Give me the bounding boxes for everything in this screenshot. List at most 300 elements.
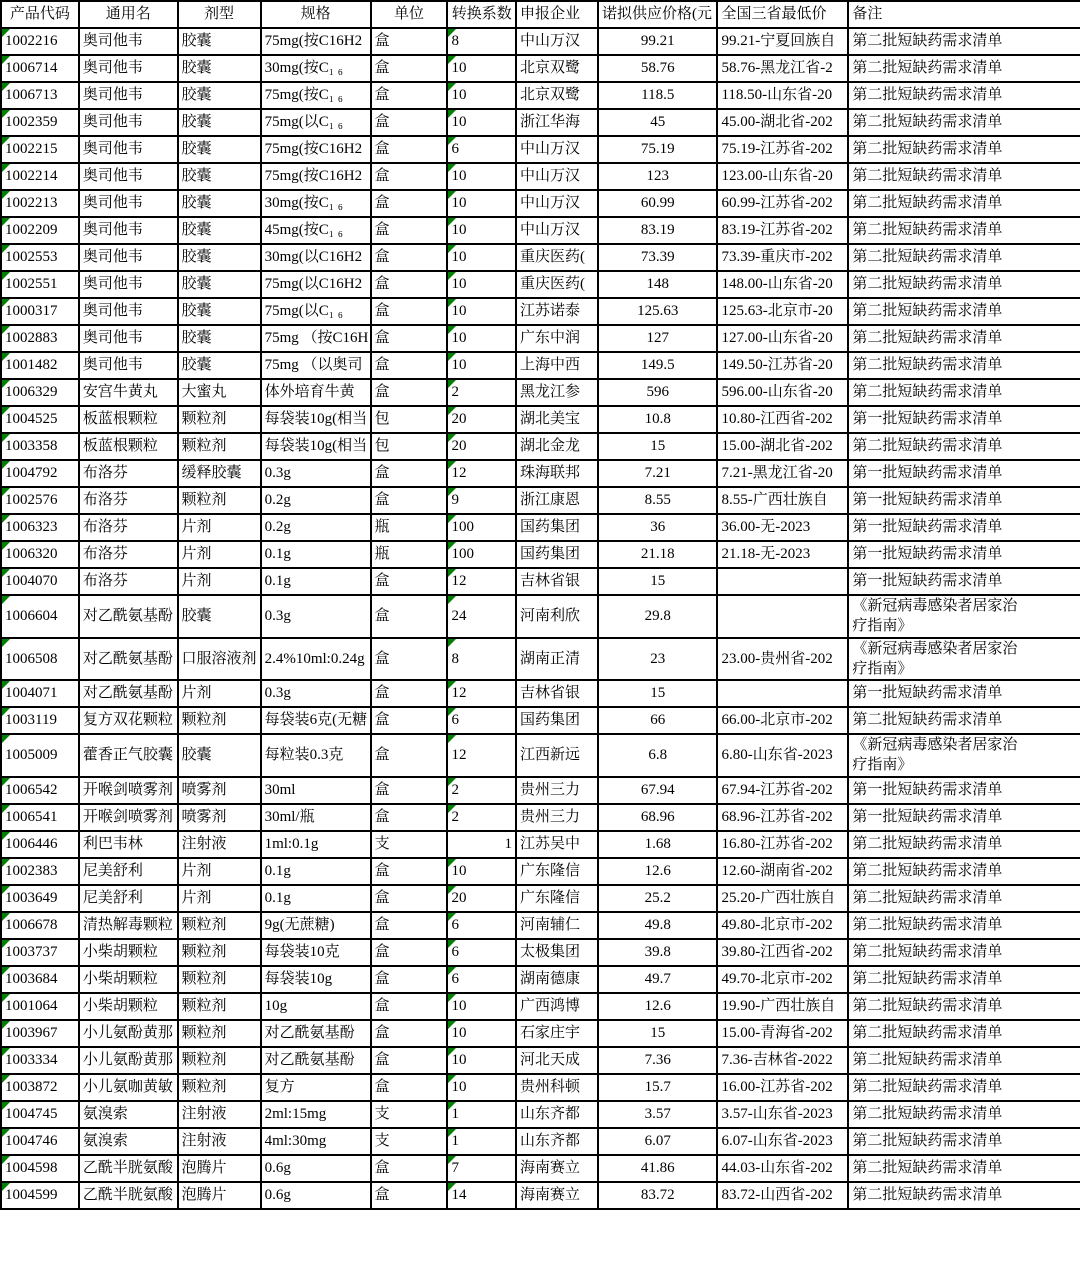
cell-note[interactable]: 第二批短缺药需求清单 xyxy=(848,352,1080,379)
cell-unit[interactable]: 包 xyxy=(371,433,448,460)
cell-code[interactable]: 1006678 xyxy=(1,912,79,939)
cell-form[interactable]: 胶囊 xyxy=(178,163,261,190)
cell-form[interactable]: 大蜜丸 xyxy=(178,379,261,406)
cell-price[interactable]: 45 xyxy=(598,109,717,136)
cell-note[interactable]: 第二批短缺药需求清单 xyxy=(848,244,1080,271)
cell-unit[interactable]: 盒 xyxy=(371,912,448,939)
cell-spec[interactable]: 75mg(按C16H2 xyxy=(261,163,371,190)
cell-code[interactable]: 1001064 xyxy=(1,993,79,1020)
cell-company[interactable]: 国药集团 xyxy=(516,514,598,541)
cell-name[interactable]: 小儿氨酚黄那 xyxy=(79,1020,178,1047)
cell-low[interactable]: 19.90-广西壮族自 xyxy=(717,993,848,1020)
cell-price[interactable]: 25.2 xyxy=(598,885,717,912)
cell-price[interactable]: 68.96 xyxy=(598,804,717,831)
cell-price[interactable]: 39.8 xyxy=(598,939,717,966)
cell-note[interactable]: 第二批短缺药需求清单 xyxy=(848,55,1080,82)
cell-code[interactable]: 1002576 xyxy=(1,487,79,514)
cell-code[interactable]: 1004070 xyxy=(1,568,79,595)
cell-low[interactable]: 60.99-江苏省-202 xyxy=(717,190,848,217)
cell-note[interactable]: 第二批短缺药需求清单 xyxy=(848,912,1080,939)
cell-price[interactable]: 15 xyxy=(598,568,717,595)
col-header-dosage-form[interactable]: 剂型 xyxy=(178,1,261,28)
cell-company[interactable]: 重庆医药( xyxy=(516,271,598,298)
cell-name[interactable]: 对乙酰氨基酚 xyxy=(79,638,178,681)
cell-name[interactable]: 板蓝根颗粒 xyxy=(79,433,178,460)
cell-form[interactable]: 胶囊 xyxy=(178,109,261,136)
cell-low[interactable]: 44.03-山东省-202 xyxy=(717,1155,848,1182)
cell-low[interactable]: 12.60-湖南省-202 xyxy=(717,858,848,885)
cell-unit[interactable]: 盒 xyxy=(371,352,448,379)
cell-form[interactable]: 喷雾剂 xyxy=(178,804,261,831)
cell-company[interactable]: 黑龙江参 xyxy=(516,379,598,406)
cell-note[interactable]: 第二批短缺药需求清单 xyxy=(848,325,1080,352)
cell-unit[interactable]: 支 xyxy=(371,1128,448,1155)
col-header-lowest-price[interactable]: 全国三省最低价 xyxy=(717,1,848,28)
cell-note[interactable]: 第一批短缺药需求清单 xyxy=(848,406,1080,433)
cell-company[interactable]: 广东中润 xyxy=(516,325,598,352)
cell-spec[interactable]: 复方 xyxy=(261,1074,371,1101)
cell-code[interactable]: 1006713 xyxy=(1,82,79,109)
cell-price[interactable]: 41.86 xyxy=(598,1155,717,1182)
cell-name[interactable]: 对乙酰氨基酚 xyxy=(79,680,178,707)
cell-low[interactable]: 99.21-宁夏回族自 xyxy=(717,28,848,55)
cell-note[interactable]: 第二批短缺药需求清单 xyxy=(848,1155,1080,1182)
cell-factor[interactable]: 10 xyxy=(447,298,516,325)
cell-unit[interactable]: 盒 xyxy=(371,1020,448,1047)
cell-code[interactable]: 1002214 xyxy=(1,163,79,190)
cell-low[interactable]: 127.00-山东省-20 xyxy=(717,325,848,352)
cell-price[interactable]: 118.5 xyxy=(598,82,717,109)
cell-factor[interactable]: 12 xyxy=(447,734,516,777)
cell-factor[interactable]: 12 xyxy=(447,568,516,595)
cell-company[interactable]: 湖北美宝 xyxy=(516,406,598,433)
cell-unit[interactable]: 盒 xyxy=(371,298,448,325)
cell-code[interactable]: 1004792 xyxy=(1,460,79,487)
cell-name[interactable]: 布洛芬 xyxy=(79,568,178,595)
cell-price[interactable]: 12.6 xyxy=(598,993,717,1020)
cell-price[interactable]: 148 xyxy=(598,271,717,298)
cell-form[interactable]: 胶囊 xyxy=(178,82,261,109)
cell-company[interactable]: 河北天成 xyxy=(516,1047,598,1074)
cell-note[interactable]: 第二批短缺药需求清单 xyxy=(848,1074,1080,1101)
cell-company[interactable]: 海南赛立 xyxy=(516,1155,598,1182)
cell-code[interactable]: 1004746 xyxy=(1,1128,79,1155)
cell-spec[interactable]: 0.3g xyxy=(261,595,371,638)
cell-low[interactable]: 149.50-江苏省-20 xyxy=(717,352,848,379)
cell-name[interactable]: 开喉剑喷雾剂 xyxy=(79,804,178,831)
cell-spec[interactable]: 75mg(以C16H2 xyxy=(261,271,371,298)
cell-company[interactable]: 广西鸿博 xyxy=(516,993,598,1020)
cell-spec[interactable]: 2ml:15mg xyxy=(261,1101,371,1128)
cell-low[interactable]: 49.70-北京市-202 xyxy=(717,966,848,993)
cell-spec[interactable]: 30ml/瓶 xyxy=(261,804,371,831)
cell-price[interactable]: 66 xyxy=(598,707,717,734)
cell-price[interactable]: 73.39 xyxy=(598,244,717,271)
cell-low[interactable]: 3.57-山东省-2023 xyxy=(717,1101,848,1128)
cell-price[interactable]: 21.18 xyxy=(598,541,717,568)
cell-form[interactable]: 颗粒剂 xyxy=(178,1020,261,1047)
cell-note[interactable]: 第二批短缺药需求清单 xyxy=(848,885,1080,912)
cell-factor[interactable]: 12 xyxy=(447,460,516,487)
cell-form[interactable]: 颗粒剂 xyxy=(178,406,261,433)
cell-company[interactable]: 上海中西 xyxy=(516,352,598,379)
cell-low[interactable] xyxy=(717,595,848,638)
cell-note[interactable]: 第二批短缺药需求清单 xyxy=(848,271,1080,298)
cell-unit[interactable]: 盒 xyxy=(371,163,448,190)
cell-factor[interactable]: 100 xyxy=(447,541,516,568)
cell-unit[interactable]: 盒 xyxy=(371,568,448,595)
cell-factor[interactable]: 8 xyxy=(447,638,516,681)
cell-form[interactable]: 片剂 xyxy=(178,680,261,707)
cell-company[interactable]: 国药集团 xyxy=(516,707,598,734)
cell-unit[interactable]: 盒 xyxy=(371,993,448,1020)
cell-form[interactable]: 胶囊 xyxy=(178,217,261,244)
cell-form[interactable]: 颗粒剂 xyxy=(178,939,261,966)
cell-price[interactable]: 67.94 xyxy=(598,777,717,804)
cell-note[interactable]: 第二批短缺药需求清单 xyxy=(848,379,1080,406)
cell-name[interactable]: 布洛芬 xyxy=(79,514,178,541)
cell-price[interactable]: 83.72 xyxy=(598,1182,717,1209)
cell-low[interactable]: 23.00-贵州省-202 xyxy=(717,638,848,681)
cell-spec[interactable]: 75mg(按C₁ ₆ xyxy=(261,82,371,109)
cell-name[interactable]: 尼美舒利 xyxy=(79,885,178,912)
cell-company[interactable]: 江苏吴中 xyxy=(516,831,598,858)
cell-name[interactable]: 小柴胡颗粒 xyxy=(79,966,178,993)
cell-spec[interactable]: 75mg(按C16H2 xyxy=(261,136,371,163)
cell-unit[interactable]: 盒 xyxy=(371,55,448,82)
cell-code[interactable]: 1003119 xyxy=(1,707,79,734)
cell-code[interactable]: 1003967 xyxy=(1,1020,79,1047)
cell-name[interactable]: 藿香正气胶囊 xyxy=(79,734,178,777)
cell-code[interactable]: 1004745 xyxy=(1,1101,79,1128)
cell-price[interactable]: 8.55 xyxy=(598,487,717,514)
cell-name[interactable]: 奥司他韦 xyxy=(79,325,178,352)
cell-price[interactable]: 3.57 xyxy=(598,1101,717,1128)
cell-note[interactable]: 第二批短缺药需求清单 xyxy=(848,163,1080,190)
cell-price[interactable]: 123 xyxy=(598,163,717,190)
cell-form[interactable]: 颗粒剂 xyxy=(178,1047,261,1074)
cell-company[interactable]: 湖北金龙 xyxy=(516,433,598,460)
cell-code[interactable]: 1000317 xyxy=(1,298,79,325)
cell-name[interactable]: 小儿氨咖黄敏 xyxy=(79,1074,178,1101)
cell-form[interactable]: 颗粒剂 xyxy=(178,1074,261,1101)
cell-factor[interactable]: 20 xyxy=(447,433,516,460)
cell-factor[interactable]: 20 xyxy=(447,885,516,912)
cell-code[interactable]: 1002883 xyxy=(1,325,79,352)
cell-note[interactable]: 第二批短缺药需求清单 xyxy=(848,82,1080,109)
cell-factor[interactable]: 6 xyxy=(447,912,516,939)
cell-name[interactable]: 布洛芬 xyxy=(79,541,178,568)
cell-name[interactable]: 氨溴索 xyxy=(79,1128,178,1155)
cell-factor[interactable]: 10 xyxy=(447,163,516,190)
cell-company[interactable]: 北京双鹭 xyxy=(516,55,598,82)
cell-form[interactable]: 胶囊 xyxy=(178,136,261,163)
cell-form[interactable]: 泡腾片 xyxy=(178,1182,261,1209)
cell-unit[interactable]: 盒 xyxy=(371,1155,448,1182)
cell-company[interactable]: 浙江华海 xyxy=(516,109,598,136)
cell-form[interactable]: 胶囊 xyxy=(178,595,261,638)
cell-factor[interactable]: 2 xyxy=(447,379,516,406)
cell-factor[interactable]: 9 xyxy=(447,487,516,514)
cell-code[interactable]: 1004599 xyxy=(1,1182,79,1209)
cell-unit[interactable]: 盒 xyxy=(371,638,448,681)
cell-company[interactable]: 太极集团 xyxy=(516,939,598,966)
cell-form[interactable]: 胶囊 xyxy=(178,325,261,352)
cell-name[interactable]: 奥司他韦 xyxy=(79,298,178,325)
cell-code[interactable]: 1003334 xyxy=(1,1047,79,1074)
cell-company[interactable]: 中山万汉 xyxy=(516,136,598,163)
cell-name[interactable]: 乙酰半胱氨酸 xyxy=(79,1155,178,1182)
cell-code[interactable]: 1002359 xyxy=(1,109,79,136)
cell-form[interactable]: 胶囊 xyxy=(178,298,261,325)
cell-code[interactable]: 1006329 xyxy=(1,379,79,406)
cell-price[interactable]: 75.19 xyxy=(598,136,717,163)
cell-company[interactable]: 贵州三力 xyxy=(516,804,598,831)
cell-spec[interactable]: 体外培育牛黄 xyxy=(261,379,371,406)
cell-price[interactable]: 15 xyxy=(598,1020,717,1047)
cell-low[interactable]: 15.00-青海省-202 xyxy=(717,1020,848,1047)
cell-company[interactable]: 中山万汉 xyxy=(516,217,598,244)
cell-low[interactable]: 118.50-山东省-20 xyxy=(717,82,848,109)
cell-company[interactable]: 湖南德康 xyxy=(516,966,598,993)
cell-code[interactable]: 1001482 xyxy=(1,352,79,379)
cell-company[interactable]: 贵州三力 xyxy=(516,777,598,804)
cell-form[interactable]: 片剂 xyxy=(178,541,261,568)
cell-company[interactable]: 中山万汉 xyxy=(516,163,598,190)
cell-company[interactable]: 贵州科顿 xyxy=(516,1074,598,1101)
cell-code[interactable]: 1002215 xyxy=(1,136,79,163)
cell-code[interactable]: 1006714 xyxy=(1,55,79,82)
cell-spec[interactable]: 对乙酰氨基酚 xyxy=(261,1020,371,1047)
cell-note[interactable]: 第一批短缺药需求清单 xyxy=(848,541,1080,568)
cell-name[interactable]: 开喉剑喷雾剂 xyxy=(79,777,178,804)
cell-note[interactable]: 第二批短缺药需求清单 xyxy=(848,831,1080,858)
cell-price[interactable]: 15.7 xyxy=(598,1074,717,1101)
cell-low[interactable]: 125.63-北京市-20 xyxy=(717,298,848,325)
cell-factor[interactable]: 10 xyxy=(447,82,516,109)
cell-factor[interactable]: 10 xyxy=(447,993,516,1020)
cell-company[interactable]: 江西新远 xyxy=(516,734,598,777)
cell-spec[interactable]: 1ml:0.1g xyxy=(261,831,371,858)
cell-factor[interactable]: 10 xyxy=(447,55,516,82)
cell-price[interactable]: 23 xyxy=(598,638,717,681)
cell-unit[interactable]: 盒 xyxy=(371,244,448,271)
cell-form[interactable]: 片剂 xyxy=(178,858,261,885)
cell-unit[interactable]: 盒 xyxy=(371,271,448,298)
cell-unit[interactable]: 盒 xyxy=(371,777,448,804)
cell-low[interactable]: 123.00-山东省-20 xyxy=(717,163,848,190)
cell-low[interactable]: 75.19-江苏省-202 xyxy=(717,136,848,163)
cell-spec[interactable]: 0.1g xyxy=(261,541,371,568)
cell-name[interactable]: 小儿氨酚黄那 xyxy=(79,1047,178,1074)
cell-note[interactable]: 《新冠病毒感染者居家治疗指南》 xyxy=(848,734,1080,777)
cell-note[interactable]: 第二批短缺药需求清单 xyxy=(848,433,1080,460)
cell-low[interactable]: 49.80-北京市-202 xyxy=(717,912,848,939)
cell-unit[interactable]: 包 xyxy=(371,406,448,433)
cell-name[interactable]: 对乙酰氨基酚 xyxy=(79,595,178,638)
cell-name[interactable]: 奥司他韦 xyxy=(79,55,178,82)
cell-price[interactable]: 15 xyxy=(598,680,717,707)
cell-form[interactable]: 口服溶液剂 xyxy=(178,638,261,681)
cell-factor[interactable]: 1 xyxy=(447,1101,516,1128)
cell-note[interactable]: 第一批短缺药需求清单 xyxy=(848,460,1080,487)
cell-unit[interactable]: 盒 xyxy=(371,28,448,55)
cell-note[interactable]: 第二批短缺药需求清单 xyxy=(848,966,1080,993)
cell-code[interactable]: 1003358 xyxy=(1,433,79,460)
cell-form[interactable]: 片剂 xyxy=(178,885,261,912)
cell-company[interactable]: 山东齐都 xyxy=(516,1128,598,1155)
cell-price[interactable]: 125.63 xyxy=(598,298,717,325)
cell-company[interactable]: 河南辅仁 xyxy=(516,912,598,939)
cell-form[interactable]: 注射液 xyxy=(178,1128,261,1155)
cell-low[interactable]: 83.19-江苏省-202 xyxy=(717,217,848,244)
cell-note[interactable]: 第一批短缺药需求清单 xyxy=(848,568,1080,595)
cell-spec[interactable]: 0.6g xyxy=(261,1155,371,1182)
cell-company[interactable]: 北京双鹭 xyxy=(516,82,598,109)
cell-unit[interactable]: 瓶 xyxy=(371,514,448,541)
cell-unit[interactable]: 盒 xyxy=(371,885,448,912)
cell-name[interactable]: 奥司他韦 xyxy=(79,28,178,55)
cell-name[interactable]: 小柴胡颗粒 xyxy=(79,993,178,1020)
cell-unit[interactable]: 瓶 xyxy=(371,541,448,568)
cell-spec[interactable]: 0.1g xyxy=(261,858,371,885)
cell-price[interactable]: 1.68 xyxy=(598,831,717,858)
cell-unit[interactable]: 盒 xyxy=(371,734,448,777)
cell-low[interactable]: 21.18-无-2023 xyxy=(717,541,848,568)
cell-name[interactable]: 氨溴索 xyxy=(79,1101,178,1128)
cell-note[interactable]: 第一批短缺药需求清单 xyxy=(848,680,1080,707)
cell-spec[interactable]: 30mg(按C₁ ₆ xyxy=(261,55,371,82)
cell-factor[interactable]: 8 xyxy=(447,28,516,55)
cell-spec[interactable]: 9g(无蔗糖) xyxy=(261,912,371,939)
cell-low[interactable]: 596.00-山东省-20 xyxy=(717,379,848,406)
cell-factor[interactable]: 10 xyxy=(447,325,516,352)
cell-unit[interactable]: 盒 xyxy=(371,966,448,993)
cell-spec[interactable]: 每袋装10g(相当 xyxy=(261,433,371,460)
cell-factor[interactable]: 2 xyxy=(447,777,516,804)
cell-form[interactable]: 颗粒剂 xyxy=(178,433,261,460)
cell-note[interactable]: 第二批短缺药需求清单 xyxy=(848,1101,1080,1128)
cell-factor[interactable]: 6 xyxy=(447,966,516,993)
cell-note[interactable]: 第二批短缺药需求清单 xyxy=(848,298,1080,325)
cell-low[interactable]: 15.00-湖北省-202 xyxy=(717,433,848,460)
cell-price[interactable]: 60.99 xyxy=(598,190,717,217)
cell-spec[interactable]: 10g xyxy=(261,993,371,1020)
cell-price[interactable]: 10.8 xyxy=(598,406,717,433)
cell-note[interactable]: 第二批短缺药需求清单 xyxy=(848,109,1080,136)
cell-price[interactable]: 6.8 xyxy=(598,734,717,777)
cell-form[interactable]: 颗粒剂 xyxy=(178,487,261,514)
cell-name[interactable]: 奥司他韦 xyxy=(79,136,178,163)
cell-name[interactable]: 奥司他韦 xyxy=(79,352,178,379)
cell-spec[interactable]: 75mg （按C16H xyxy=(261,325,371,352)
cell-factor[interactable]: 100 xyxy=(447,514,516,541)
cell-code[interactable]: 1002383 xyxy=(1,858,79,885)
cell-company[interactable]: 海南赛立 xyxy=(516,1182,598,1209)
cell-factor[interactable]: 1 xyxy=(447,831,516,858)
cell-name[interactable]: 奥司他韦 xyxy=(79,244,178,271)
cell-form[interactable]: 胶囊 xyxy=(178,352,261,379)
col-header-unit[interactable]: 单位 xyxy=(371,1,448,28)
cell-low[interactable]: 83.72-山西省-202 xyxy=(717,1182,848,1209)
cell-low[interactable]: 6.80-山东省-2023 xyxy=(717,734,848,777)
cell-code[interactable]: 1006604 xyxy=(1,595,79,638)
cell-low[interactable]: 6.07-山东省-2023 xyxy=(717,1128,848,1155)
cell-form[interactable]: 片剂 xyxy=(178,514,261,541)
cell-low[interactable] xyxy=(717,568,848,595)
cell-price[interactable]: 15 xyxy=(598,433,717,460)
cell-form[interactable]: 缓释胶囊 xyxy=(178,460,261,487)
cell-note[interactable]: 第二批短缺药需求清单 xyxy=(848,707,1080,734)
cell-name[interactable]: 小柴胡颗粒 xyxy=(79,939,178,966)
cell-name[interactable]: 奥司他韦 xyxy=(79,217,178,244)
cell-factor[interactable]: 10 xyxy=(447,190,516,217)
cell-note[interactable]: 第一批短缺药需求清单 xyxy=(848,804,1080,831)
cell-price[interactable]: 6.07 xyxy=(598,1128,717,1155)
cell-note[interactable]: 第一批短缺药需求清单 xyxy=(848,777,1080,804)
cell-spec[interactable]: 每袋装10克 xyxy=(261,939,371,966)
cell-form[interactable]: 颗粒剂 xyxy=(178,707,261,734)
cell-company[interactable]: 浙江康恩 xyxy=(516,487,598,514)
cell-price[interactable]: 58.76 xyxy=(598,55,717,82)
cell-name[interactable]: 奥司他韦 xyxy=(79,109,178,136)
cell-code[interactable]: 1006541 xyxy=(1,804,79,831)
cell-unit[interactable]: 盒 xyxy=(371,325,448,352)
cell-low[interactable]: 36.00-无-2023 xyxy=(717,514,848,541)
cell-price[interactable]: 12.6 xyxy=(598,858,717,885)
cell-unit[interactable]: 盒 xyxy=(371,460,448,487)
cell-low[interactable]: 8.55-广西壮族自 xyxy=(717,487,848,514)
cell-unit[interactable]: 盒 xyxy=(371,1074,448,1101)
cell-unit[interactable]: 盒 xyxy=(371,379,448,406)
cell-code[interactable]: 1004598 xyxy=(1,1155,79,1182)
cell-company[interactable]: 石家庄宇 xyxy=(516,1020,598,1047)
cell-factor[interactable]: 2 xyxy=(447,804,516,831)
cell-low[interactable]: 67.94-江苏省-202 xyxy=(717,777,848,804)
cell-unit[interactable]: 支 xyxy=(371,831,448,858)
cell-form[interactable]: 胶囊 xyxy=(178,734,261,777)
cell-price[interactable]: 149.5 xyxy=(598,352,717,379)
cell-note[interactable]: 第二批短缺药需求清单 xyxy=(848,136,1080,163)
cell-company[interactable]: 中山万汉 xyxy=(516,28,598,55)
cell-price[interactable]: 36 xyxy=(598,514,717,541)
col-header-generic-name[interactable]: 通用名 xyxy=(79,1,178,28)
cell-company[interactable]: 江苏诺泰 xyxy=(516,298,598,325)
cell-factor[interactable]: 6 xyxy=(447,707,516,734)
cell-code[interactable]: 1004071 xyxy=(1,680,79,707)
cell-unit[interactable]: 盒 xyxy=(371,680,448,707)
col-header-product-code[interactable]: 产品代码 xyxy=(1,1,79,28)
cell-code[interactable]: 1003737 xyxy=(1,939,79,966)
cell-factor[interactable]: 10 xyxy=(447,271,516,298)
cell-note[interactable]: 第二批短缺药需求清单 xyxy=(848,1128,1080,1155)
cell-spec[interactable]: 75mg(以C₁ ₆ xyxy=(261,298,371,325)
cell-low[interactable]: 39.80-江西省-202 xyxy=(717,939,848,966)
cell-code[interactable]: 1006508 xyxy=(1,638,79,681)
cell-low[interactable]: 7.21-黑龙江省-20 xyxy=(717,460,848,487)
col-header-conversion-factor[interactable]: 转换系数 xyxy=(447,1,516,28)
cell-name[interactable]: 安宫牛黄丸 xyxy=(79,379,178,406)
cell-spec[interactable]: 75mg(按C16H2 xyxy=(261,28,371,55)
cell-code[interactable]: 1003872 xyxy=(1,1074,79,1101)
cell-code[interactable]: 1002209 xyxy=(1,217,79,244)
cell-factor[interactable]: 6 xyxy=(447,939,516,966)
cell-company[interactable]: 中山万汉 xyxy=(516,190,598,217)
cell-code[interactable]: 1002553 xyxy=(1,244,79,271)
cell-form[interactable]: 注射液 xyxy=(178,831,261,858)
cell-spec[interactable]: 30mg(以C16H2 xyxy=(261,244,371,271)
cell-factor[interactable]: 10 xyxy=(447,109,516,136)
